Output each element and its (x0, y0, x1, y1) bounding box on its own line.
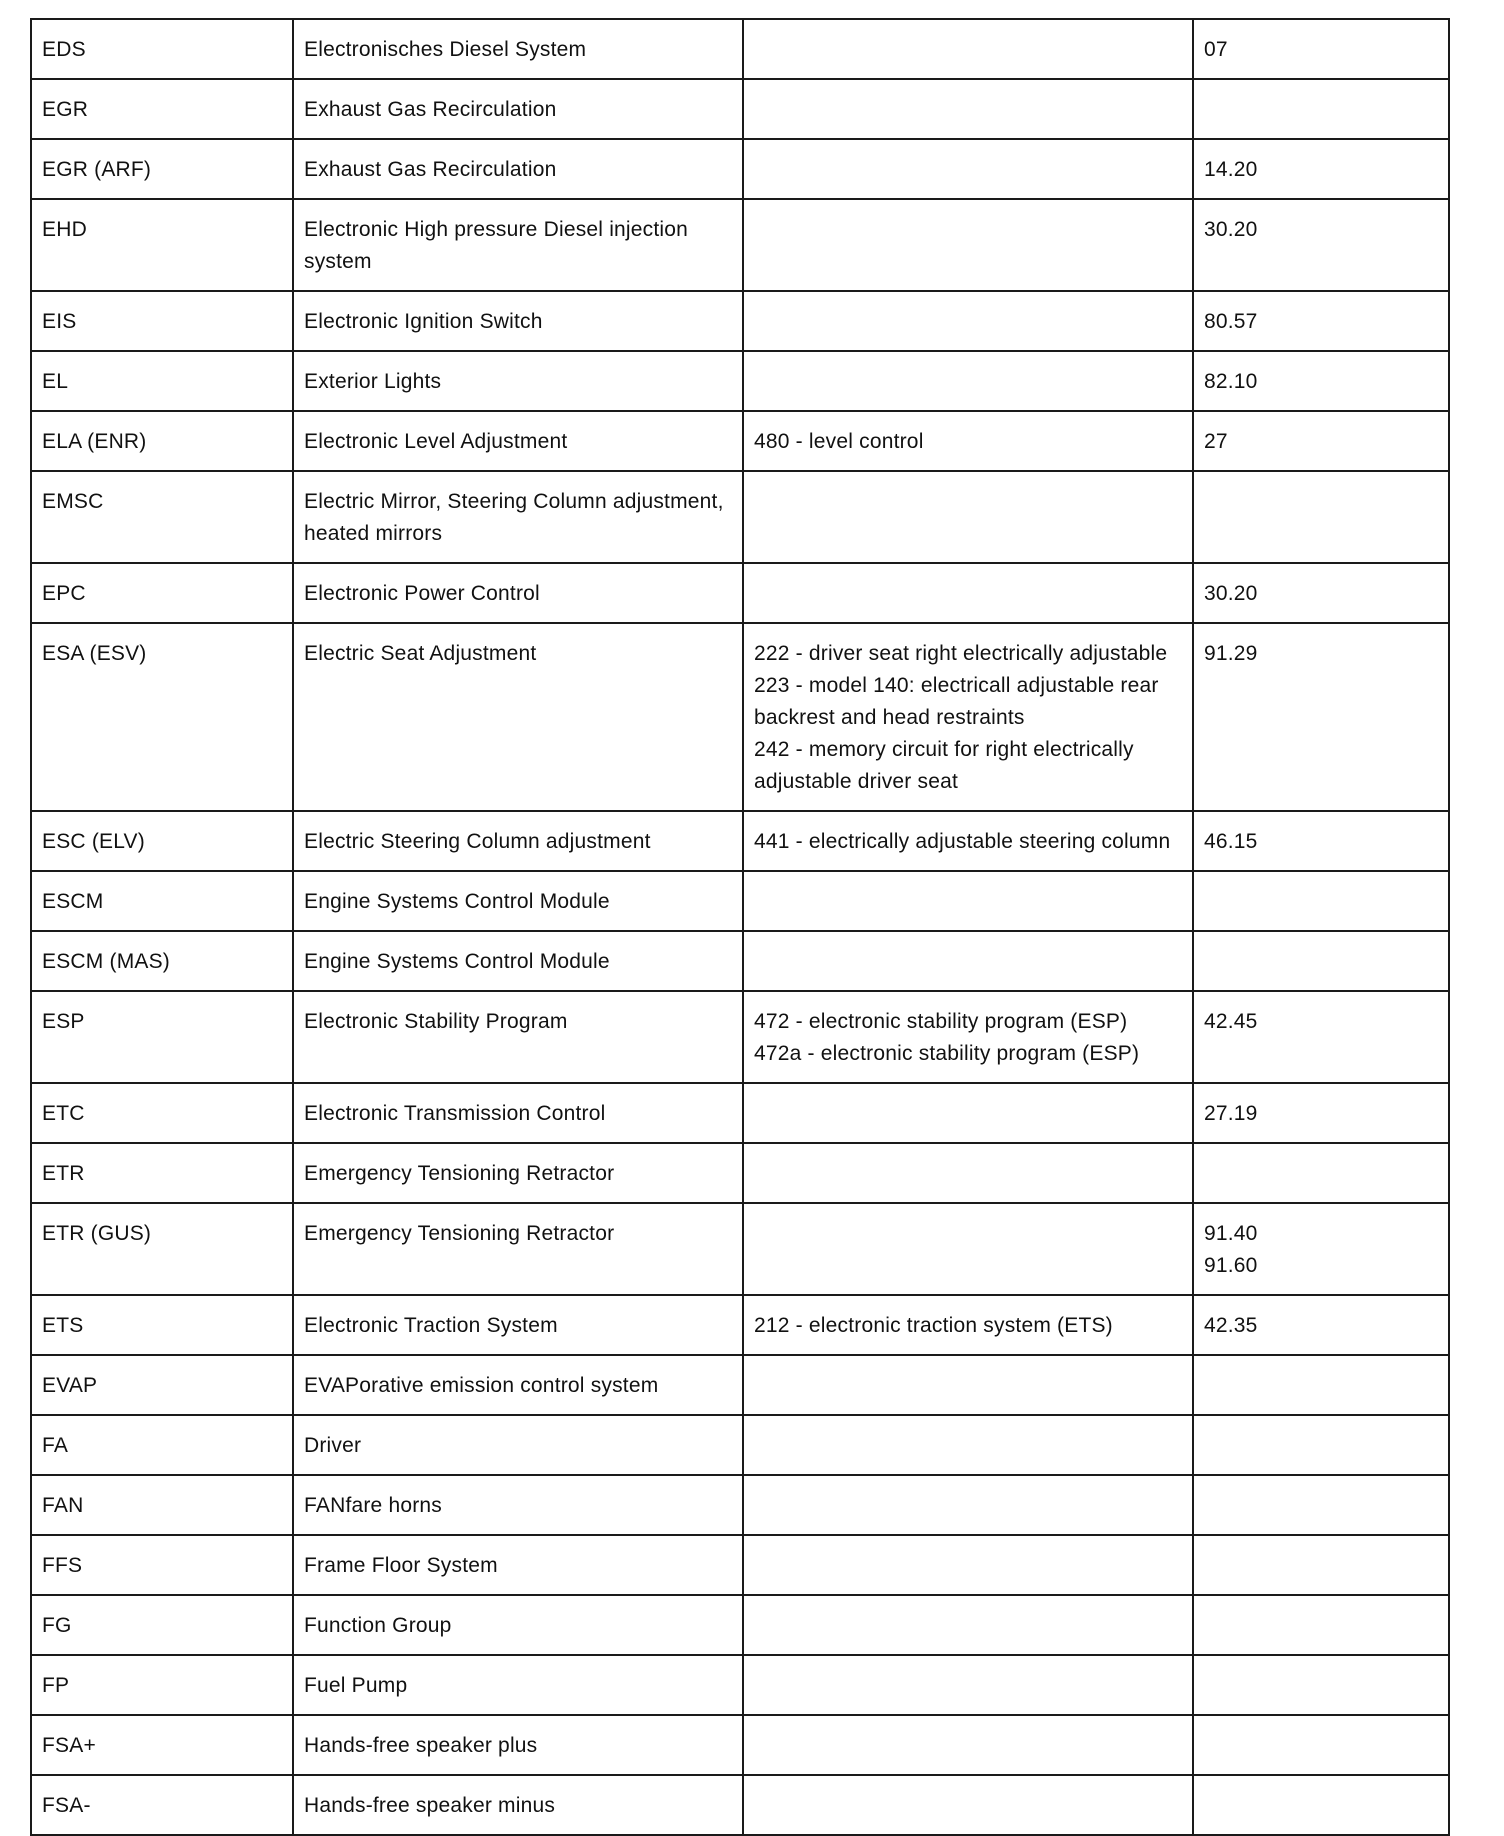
meaning-cell: FANfare horns (293, 1475, 743, 1535)
abbreviation-cell: EDS (31, 19, 293, 79)
reference-cell (1193, 623, 1449, 811)
code-cell (743, 1475, 1193, 1535)
meaning-cell: Emergency Tensioning Retractor (293, 1143, 743, 1203)
table-row (31, 79, 1449, 139)
code-entry: 472 - electronic stability program (ESP) (754, 1010, 1128, 1033)
code-cell (743, 1203, 1193, 1295)
abbreviation-cell: EPC (31, 563, 293, 623)
table-row (31, 1475, 1449, 1535)
abbreviation-cell: EHD (31, 199, 293, 291)
code-cell (743, 411, 1193, 471)
reference-cell (1193, 1143, 1449, 1203)
code-cell (743, 19, 1193, 79)
meaning-cell: Electric Seat Adjustment (293, 623, 743, 811)
table-row (31, 19, 1449, 79)
code-entry: 480 - level control (754, 430, 924, 453)
reference-cell (1193, 1595, 1449, 1655)
meaning-cell: Electric Mirror, Steering Column adjustment, heated mirrors (293, 471, 743, 563)
abbreviation-cell: ESCM (MAS) (31, 931, 293, 991)
reference-entry: 42.35 (1204, 1314, 1258, 1337)
code-cell (743, 1355, 1193, 1415)
reference-cell (1193, 291, 1449, 351)
meaning-cell: Electronic Power Control (293, 563, 743, 623)
reference-entry: 07 (1204, 38, 1228, 61)
reference-cell (1193, 991, 1449, 1083)
meaning-cell: EVAPorative emission control system (293, 1355, 743, 1415)
reference-entry: 27.19 (1204, 1102, 1258, 1125)
meaning-cell: Frame Floor System (293, 1535, 743, 1595)
code-cell (743, 1415, 1193, 1475)
reference-cell (1193, 1535, 1449, 1595)
abbreviation-cell: ELA (ENR) (31, 411, 293, 471)
table-row (31, 1715, 1449, 1775)
table-row (31, 139, 1449, 199)
reference-cell (1193, 1415, 1449, 1475)
meaning-cell: Emergency Tensioning Retractor (293, 1203, 743, 1295)
reference-cell (1193, 139, 1449, 199)
table-row (31, 291, 1449, 351)
reference-cell (1193, 1655, 1449, 1715)
table-row (31, 1083, 1449, 1143)
reference-entry: 82.10 (1204, 370, 1258, 393)
abbreviation-cell: EL (31, 351, 293, 411)
table-row (31, 1655, 1449, 1715)
reference-entry: 80.57 (1204, 310, 1258, 333)
meaning-cell: Hands-free speaker plus (293, 1715, 743, 1775)
reference-cell (1193, 351, 1449, 411)
code-entry: 441 - electrically adjustable steering column (754, 830, 1171, 853)
reference-entry: 91.40 (1204, 1222, 1258, 1245)
reference-cell (1193, 199, 1449, 291)
reference-entry: 30.20 (1204, 582, 1258, 605)
code-cell (743, 291, 1193, 351)
code-entry: 242 - memory circuit for right electrically adjustable driver seat (754, 738, 1134, 793)
abbreviation-cell: ESCM (31, 871, 293, 931)
code-cell (743, 623, 1193, 811)
code-cell (743, 1655, 1193, 1715)
meaning-cell: Fuel Pump (293, 1655, 743, 1715)
abbreviation-cell: FG (31, 1595, 293, 1655)
code-entry: 222 - driver seat right electrically adjustable (754, 642, 1168, 665)
meaning-cell: Exterior Lights (293, 351, 743, 411)
meaning-cell: Engine Systems Control Module (293, 931, 743, 991)
abbreviation-table (30, 18, 1450, 1836)
abbreviation-cell: ETS (31, 1295, 293, 1355)
table-row (31, 411, 1449, 471)
reference-cell (1193, 79, 1449, 139)
reference-entry: 42.45 (1204, 1010, 1258, 1033)
table-row (31, 1775, 1449, 1835)
table-row (31, 471, 1449, 563)
abbreviation-cell: FP (31, 1655, 293, 1715)
reference-cell (1193, 563, 1449, 623)
reference-cell (1193, 931, 1449, 991)
meaning-cell: Exhaust Gas Recirculation (293, 139, 743, 199)
code-entry: 223 - model 140: electricall adjustable rear backrest and head restraints (754, 674, 1159, 729)
reference-entry: 91.60 (1204, 1254, 1258, 1277)
code-cell (743, 991, 1193, 1083)
reference-entry: 91.29 (1204, 642, 1258, 665)
code-cell (743, 1595, 1193, 1655)
abbreviation-cell: EGR (ARF) (31, 139, 293, 199)
meaning-cell: Function Group (293, 1595, 743, 1655)
code-cell (743, 931, 1193, 991)
table-row (31, 1355, 1449, 1415)
code-cell (743, 351, 1193, 411)
table-row (31, 1415, 1449, 1475)
table-row (31, 563, 1449, 623)
abbreviation-table-body (31, 19, 1449, 1835)
meaning-cell: Electronic Ignition Switch (293, 291, 743, 351)
reference-cell (1193, 411, 1449, 471)
reference-cell (1193, 1775, 1449, 1835)
abbreviation-cell: FA (31, 1415, 293, 1475)
reference-cell (1193, 1355, 1449, 1415)
meaning-cell: Exhaust Gas Recirculation (293, 79, 743, 139)
table-row (31, 1535, 1449, 1595)
abbreviation-cell: FAN (31, 1475, 293, 1535)
code-cell (743, 871, 1193, 931)
reference-cell (1193, 471, 1449, 563)
reference-entry: 46.15 (1204, 830, 1258, 853)
abbreviation-cell: ESA (ESV) (31, 623, 293, 811)
code-cell (743, 1083, 1193, 1143)
table-row (31, 1595, 1449, 1655)
reference-cell (1193, 1203, 1449, 1295)
table-row (31, 871, 1449, 931)
table-row (31, 1143, 1449, 1203)
abbreviation-cell: ETC (31, 1083, 293, 1143)
code-cell (743, 1295, 1193, 1355)
abbreviation-cell: ETR (31, 1143, 293, 1203)
abbreviation-cell: EVAP (31, 1355, 293, 1415)
meaning-cell: Hands-free speaker minus (293, 1775, 743, 1835)
reference-entry: 30.20 (1204, 218, 1258, 241)
abbreviation-cell: EGR (31, 79, 293, 139)
reference-cell (1193, 1475, 1449, 1535)
abbreviation-cell: ESP (31, 991, 293, 1083)
abbreviation-cell: EIS (31, 291, 293, 351)
code-cell (743, 563, 1193, 623)
meaning-cell: Electronisches Diesel System (293, 19, 743, 79)
reference-cell (1193, 19, 1449, 79)
abbreviation-cell: FFS (31, 1535, 293, 1595)
table-row (31, 991, 1449, 1083)
code-entry: 472a - electronic stability program (ESP) (754, 1042, 1140, 1065)
abbreviation-cell: EMSC (31, 471, 293, 563)
code-cell (743, 811, 1193, 871)
table-row (31, 1295, 1449, 1355)
code-cell (743, 139, 1193, 199)
code-cell (743, 199, 1193, 291)
code-cell (743, 471, 1193, 563)
code-entry: 212 - electronic traction system (ETS) (754, 1314, 1113, 1337)
meaning-cell: Electronic Transmission Control (293, 1083, 743, 1143)
meaning-cell: Electronic Stability Program (293, 991, 743, 1083)
reference-entry: 27 (1204, 430, 1228, 453)
reference-entry: 14.20 (1204, 158, 1258, 181)
code-cell (743, 1775, 1193, 1835)
reference-cell (1193, 1295, 1449, 1355)
table-row (31, 623, 1449, 811)
meaning-cell: Electric Steering Column adjustment (293, 811, 743, 871)
reference-cell (1193, 1083, 1449, 1143)
reference-cell (1193, 871, 1449, 931)
meaning-cell: Electronic High pressure Diesel injection system (293, 199, 743, 291)
table-row (31, 1203, 1449, 1295)
document-page (30, 18, 1450, 1836)
abbreviation-cell: ESC (ELV) (31, 811, 293, 871)
meaning-cell: Electronic Traction System (293, 1295, 743, 1355)
table-row (31, 811, 1449, 871)
table-row (31, 931, 1449, 991)
abbreviation-cell: FSA- (31, 1775, 293, 1835)
abbreviation-cell: FSA+ (31, 1715, 293, 1775)
meaning-cell: Driver (293, 1415, 743, 1475)
reference-cell (1193, 811, 1449, 871)
meaning-cell: Electronic Level Adjustment (293, 411, 743, 471)
table-row (31, 351, 1449, 411)
reference-cell (1193, 1715, 1449, 1775)
meaning-cell: Engine Systems Control Module (293, 871, 743, 931)
code-cell (743, 1143, 1193, 1203)
code-cell (743, 1715, 1193, 1775)
code-cell (743, 1535, 1193, 1595)
code-cell (743, 79, 1193, 139)
table-row (31, 199, 1449, 291)
abbreviation-cell: ETR (GUS) (31, 1203, 293, 1295)
